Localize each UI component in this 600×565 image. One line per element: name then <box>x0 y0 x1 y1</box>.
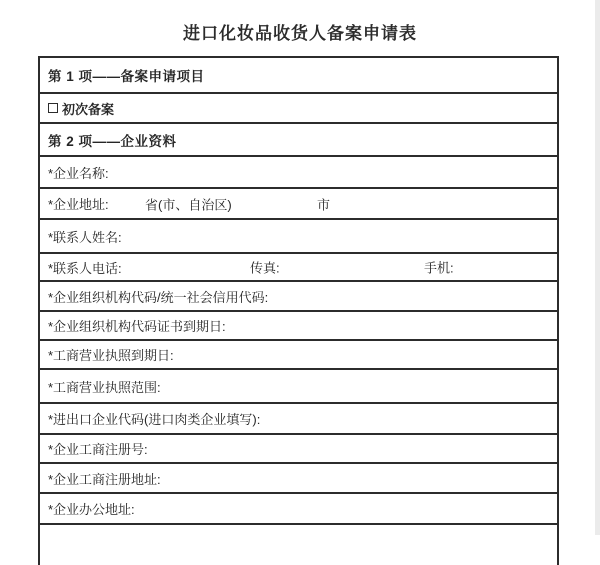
contact-mobile-label: 手机: <box>424 260 454 276</box>
enterprise-address-city-label: 市 <box>317 197 331 212</box>
form-title: 进口化妆品收货人备案申请表 <box>183 24 417 43</box>
contact-name-label: *联系人姓名: <box>48 229 122 245</box>
first-filing-label: 初次备案 <box>62 101 115 117</box>
enterprise-address-province-label: 省(市、自治区) <box>145 197 232 212</box>
section-1-header-label: 第 1 项——备案申请项目 <box>48 69 205 84</box>
row-office-address <box>40 494 557 525</box>
row-enterprise-address <box>40 189 557 220</box>
row-enterprise-name <box>40 157 557 189</box>
org-code-label: *企业组织机构代码/统一社会信用代码: <box>48 289 269 305</box>
enterprise-name-label: *企业名称: <box>48 165 109 181</box>
row-business-registration-address <box>40 464 557 494</box>
row-cutoff-bottom <box>40 525 557 565</box>
row-first-filing-option <box>40 94 557 124</box>
filing-form-table <box>38 56 559 565</box>
row-contact-name <box>40 220 557 254</box>
row-contact-phone <box>40 254 557 282</box>
row-import-export-code <box>40 404 557 435</box>
business-license-expiry-label: *工商营业执照到期日: <box>48 348 174 363</box>
business-registration-address-label: *企业工商注册地址: <box>48 471 161 487</box>
row-section-1-header <box>40 58 557 94</box>
first-filing-checkbox[interactable] <box>48 103 58 113</box>
contact-fax-label: 传真: <box>250 260 280 276</box>
section-2-header-label: 第 2 项——企业资料 <box>48 133 177 149</box>
business-registration-no-label: *企业工商注册号: <box>48 442 148 457</box>
row-business-registration-no <box>40 435 557 464</box>
office-address-label: *企业办公地址: <box>48 502 135 517</box>
row-business-license-scope <box>40 370 557 404</box>
row-org-code <box>40 282 557 312</box>
business-license-scope-label: *工商营业执照范围: <box>48 379 161 395</box>
row-business-license-expiry <box>40 341 557 370</box>
org-code-cert-expiry-label: *企业组织机构代码证书到期日: <box>48 319 226 334</box>
row-section-2-header <box>40 124 557 157</box>
import-export-code-label: *进出口企业代码(进口肉类企业填写): <box>48 412 261 427</box>
contact-phone-label: *联系人电话: <box>48 260 122 276</box>
row-org-code-cert-expiry <box>40 312 557 341</box>
enterprise-address-label: *企业地址: <box>48 197 109 212</box>
scan-edge-shading <box>595 0 600 535</box>
